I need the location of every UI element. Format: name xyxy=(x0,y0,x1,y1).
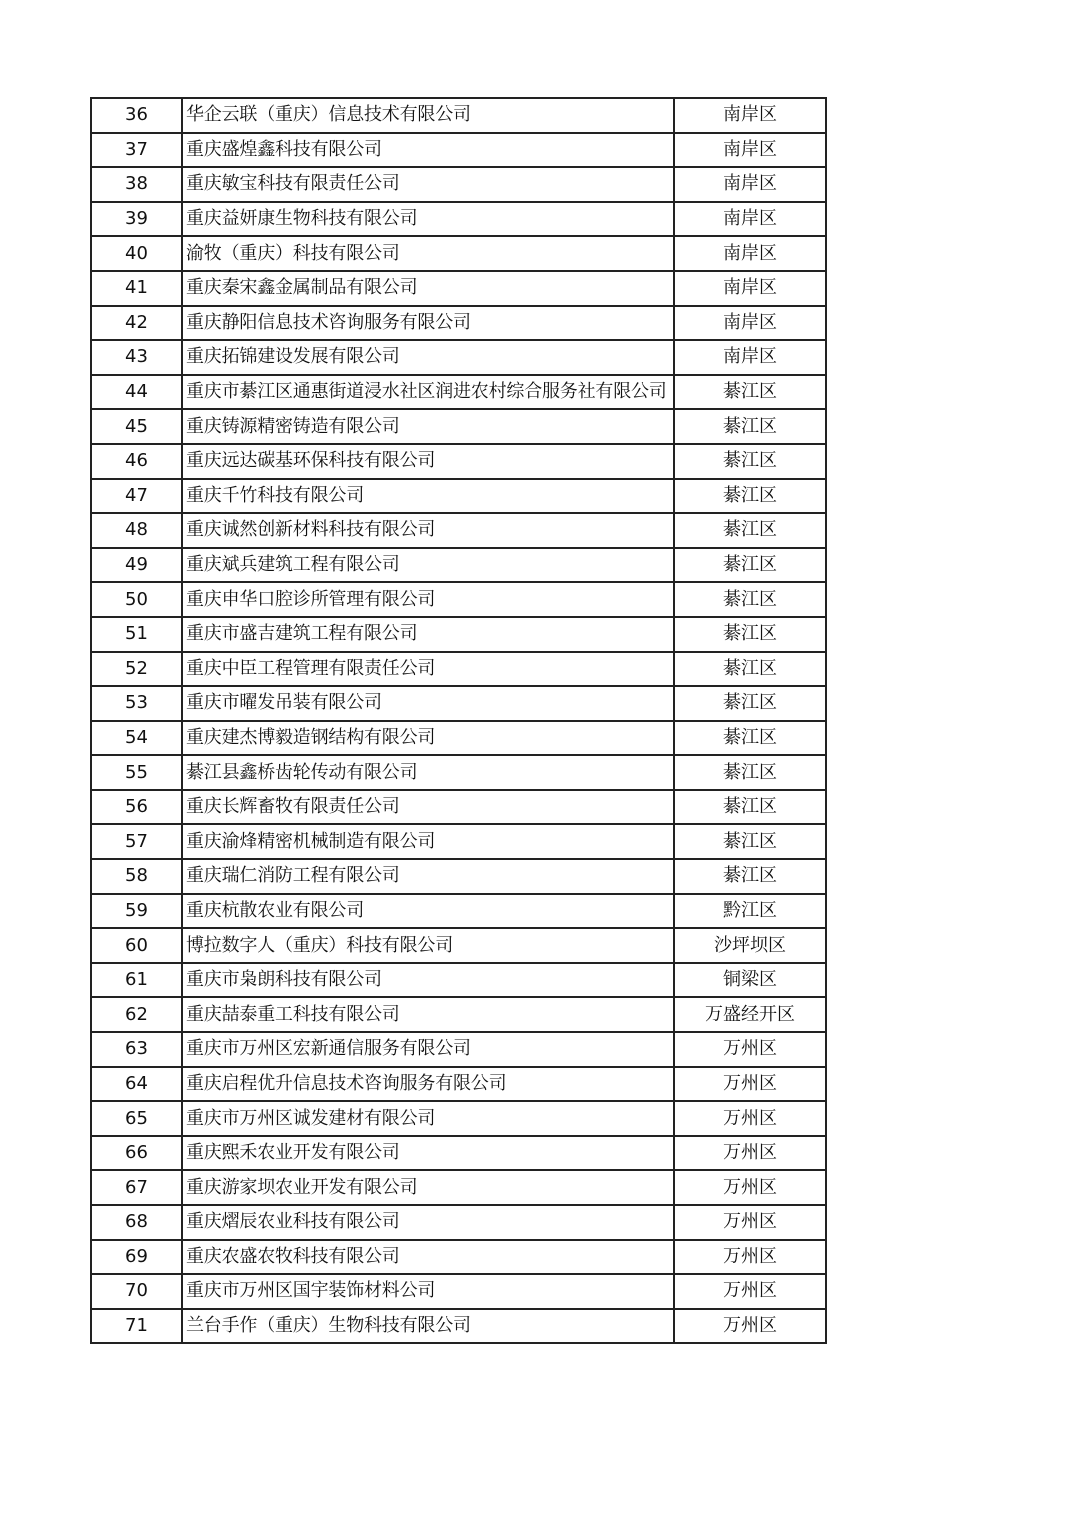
district: 綦江区 xyxy=(674,617,826,652)
table-row xyxy=(91,824,826,859)
company-name: 华企云联（重庆）信息技术有限公司 xyxy=(182,98,674,133)
district: 南岸区 xyxy=(674,167,826,202)
company-name: 重庆农盛农牧科技有限公司 xyxy=(182,1240,674,1275)
district: 南岸区 xyxy=(674,133,826,168)
table-row xyxy=(91,409,826,444)
row-number: 38 xyxy=(91,167,182,202)
district: 綦江区 xyxy=(674,721,826,756)
row-number: 41 xyxy=(91,271,182,306)
row-number: 37 xyxy=(91,133,182,168)
company-name: 重庆市枭朗科技有限公司 xyxy=(182,963,674,998)
district: 万州区 xyxy=(674,1205,826,1240)
district: 万盛经开区 xyxy=(674,997,826,1032)
district: 万州区 xyxy=(674,1274,826,1309)
row-number: 51 xyxy=(91,617,182,652)
table-row xyxy=(91,513,826,548)
row-number: 46 xyxy=(91,444,182,479)
row-number: 42 xyxy=(91,306,182,341)
company-list-sheet xyxy=(90,97,825,1344)
row-number: 60 xyxy=(91,928,182,963)
company-name: 重庆渝烽精密机械制造有限公司 xyxy=(182,824,674,859)
district: 綦江区 xyxy=(674,755,826,790)
district: 万州区 xyxy=(674,1067,826,1102)
district: 万州区 xyxy=(674,1240,826,1275)
table-row xyxy=(91,167,826,202)
table-row xyxy=(91,375,826,410)
row-number: 45 xyxy=(91,409,182,444)
row-number: 44 xyxy=(91,375,182,410)
district: 綦江区 xyxy=(674,444,826,479)
company-name: 重庆申华口腔诊所管理有限公司 xyxy=(182,582,674,617)
row-number: 40 xyxy=(91,236,182,271)
district: 万州区 xyxy=(674,1170,826,1205)
company-name: 重庆市盛吉建筑工程有限公司 xyxy=(182,617,674,652)
district: 綦江区 xyxy=(674,375,826,410)
company-name: 兰台手作（重庆）生物科技有限公司 xyxy=(182,1309,674,1344)
table-row xyxy=(91,271,826,306)
company-name: 博拉数字人（重庆）科技有限公司 xyxy=(182,928,674,963)
company-name: 重庆静阳信息技术咨询服务有限公司 xyxy=(182,306,674,341)
row-number: 47 xyxy=(91,479,182,514)
district: 綦江区 xyxy=(674,790,826,825)
table-row xyxy=(91,928,826,963)
row-number: 48 xyxy=(91,513,182,548)
district: 沙坪坝区 xyxy=(674,928,826,963)
table-row xyxy=(91,133,826,168)
company-name: 重庆市万州区国宇装饰材料公司 xyxy=(182,1274,674,1309)
row-number: 70 xyxy=(91,1274,182,1309)
district: 万州区 xyxy=(674,1032,826,1067)
company-name: 重庆长辉畜牧有限责任公司 xyxy=(182,790,674,825)
company-name: 重庆熙禾农业开发有限公司 xyxy=(182,1136,674,1171)
table-row xyxy=(91,1101,826,1136)
row-number: 62 xyxy=(91,997,182,1032)
company-name: 綦江县鑫桥齿轮传动有限公司 xyxy=(182,755,674,790)
company-name: 重庆盛煌鑫科技有限公司 xyxy=(182,133,674,168)
company-name: 重庆瑞仁消防工程有限公司 xyxy=(182,859,674,894)
table-row xyxy=(91,721,826,756)
district: 铜梁区 xyxy=(674,963,826,998)
table-row xyxy=(91,202,826,237)
company-name: 重庆益妍康生物科技有限公司 xyxy=(182,202,674,237)
district: 南岸区 xyxy=(674,202,826,237)
row-number: 54 xyxy=(91,721,182,756)
table-row xyxy=(91,582,826,617)
table-row xyxy=(91,1136,826,1171)
district: 綦江区 xyxy=(674,859,826,894)
company-name: 重庆斌兵建筑工程有限公司 xyxy=(182,548,674,583)
district: 綦江区 xyxy=(674,513,826,548)
table-row xyxy=(91,755,826,790)
row-number: 57 xyxy=(91,824,182,859)
company-name: 重庆市万州区宏新通信服务有限公司 xyxy=(182,1032,674,1067)
company-name: 重庆喆泰重工科技有限公司 xyxy=(182,997,674,1032)
row-number: 65 xyxy=(91,1101,182,1136)
company-name: 重庆远达碳基环保科技有限公司 xyxy=(182,444,674,479)
table-row xyxy=(91,1309,826,1344)
table-row xyxy=(91,1205,826,1240)
table-row xyxy=(91,859,826,894)
table-row xyxy=(91,479,826,514)
district: 綦江区 xyxy=(674,686,826,721)
company-name: 重庆市万州区诚发建材有限公司 xyxy=(182,1101,674,1136)
row-number: 49 xyxy=(91,548,182,583)
district: 綦江区 xyxy=(674,479,826,514)
row-number: 50 xyxy=(91,582,182,617)
table-row xyxy=(91,652,826,687)
row-number: 53 xyxy=(91,686,182,721)
district: 綦江区 xyxy=(674,824,826,859)
row-number: 64 xyxy=(91,1067,182,1102)
company-name: 重庆铸源精密铸造有限公司 xyxy=(182,409,674,444)
district: 綦江区 xyxy=(674,582,826,617)
company-name: 重庆熠辰农业科技有限公司 xyxy=(182,1205,674,1240)
row-number: 61 xyxy=(91,963,182,998)
district: 綦江区 xyxy=(674,652,826,687)
table-row xyxy=(91,963,826,998)
row-number: 63 xyxy=(91,1032,182,1067)
district: 南岸区 xyxy=(674,340,826,375)
company-name: 渝牧（重庆）科技有限公司 xyxy=(182,236,674,271)
company-name: 重庆千竹科技有限公司 xyxy=(182,479,674,514)
row-number: 56 xyxy=(91,790,182,825)
company-name: 重庆杭散农业有限公司 xyxy=(182,894,674,929)
company-name: 重庆市綦江区通惠街道浸水社区润进农村综合服务社有限公司 xyxy=(182,375,674,410)
table-row xyxy=(91,1274,826,1309)
district: 万州区 xyxy=(674,1136,826,1171)
row-number: 43 xyxy=(91,340,182,375)
district: 黔江区 xyxy=(674,894,826,929)
table-row xyxy=(91,1067,826,1102)
row-number: 39 xyxy=(91,202,182,237)
company-name: 重庆市曜发吊装有限公司 xyxy=(182,686,674,721)
table-row xyxy=(91,340,826,375)
company-table xyxy=(90,97,827,1344)
table-row xyxy=(91,98,826,133)
district: 南岸区 xyxy=(674,236,826,271)
district: 万州区 xyxy=(674,1309,826,1344)
company-name: 重庆中臣工程管理有限责任公司 xyxy=(182,652,674,687)
district: 南岸区 xyxy=(674,98,826,133)
district: 綦江区 xyxy=(674,409,826,444)
row-number: 36 xyxy=(91,98,182,133)
table-row xyxy=(91,1170,826,1205)
row-number: 52 xyxy=(91,652,182,687)
company-name: 重庆建杰博毅造钢结构有限公司 xyxy=(182,721,674,756)
table-row xyxy=(91,236,826,271)
company-name: 重庆秦宋鑫金属制品有限公司 xyxy=(182,271,674,306)
district: 南岸区 xyxy=(674,306,826,341)
table-row xyxy=(91,997,826,1032)
row-number: 69 xyxy=(91,1240,182,1275)
row-number: 58 xyxy=(91,859,182,894)
table-row xyxy=(91,617,826,652)
table-row xyxy=(91,306,826,341)
company-name: 重庆拓锦建设发展有限公司 xyxy=(182,340,674,375)
company-name: 重庆诚然创新材料科技有限公司 xyxy=(182,513,674,548)
row-number: 59 xyxy=(91,894,182,929)
table-row xyxy=(91,894,826,929)
table-row xyxy=(91,1240,826,1275)
table-row xyxy=(91,444,826,479)
company-table-body xyxy=(91,98,826,1343)
table-row xyxy=(91,790,826,825)
row-number: 67 xyxy=(91,1170,182,1205)
table-row xyxy=(91,1032,826,1067)
table-row xyxy=(91,548,826,583)
company-name: 重庆启程优升信息技术咨询服务有限公司 xyxy=(182,1067,674,1102)
row-number: 66 xyxy=(91,1136,182,1171)
district: 万州区 xyxy=(674,1101,826,1136)
row-number: 55 xyxy=(91,755,182,790)
table-row xyxy=(91,686,826,721)
company-name: 重庆游家坝农业开发有限公司 xyxy=(182,1170,674,1205)
row-number: 68 xyxy=(91,1205,182,1240)
company-name: 重庆敏宝科技有限责任公司 xyxy=(182,167,674,202)
row-number: 71 xyxy=(91,1309,182,1344)
district: 南岸区 xyxy=(674,271,826,306)
district: 綦江区 xyxy=(674,548,826,583)
